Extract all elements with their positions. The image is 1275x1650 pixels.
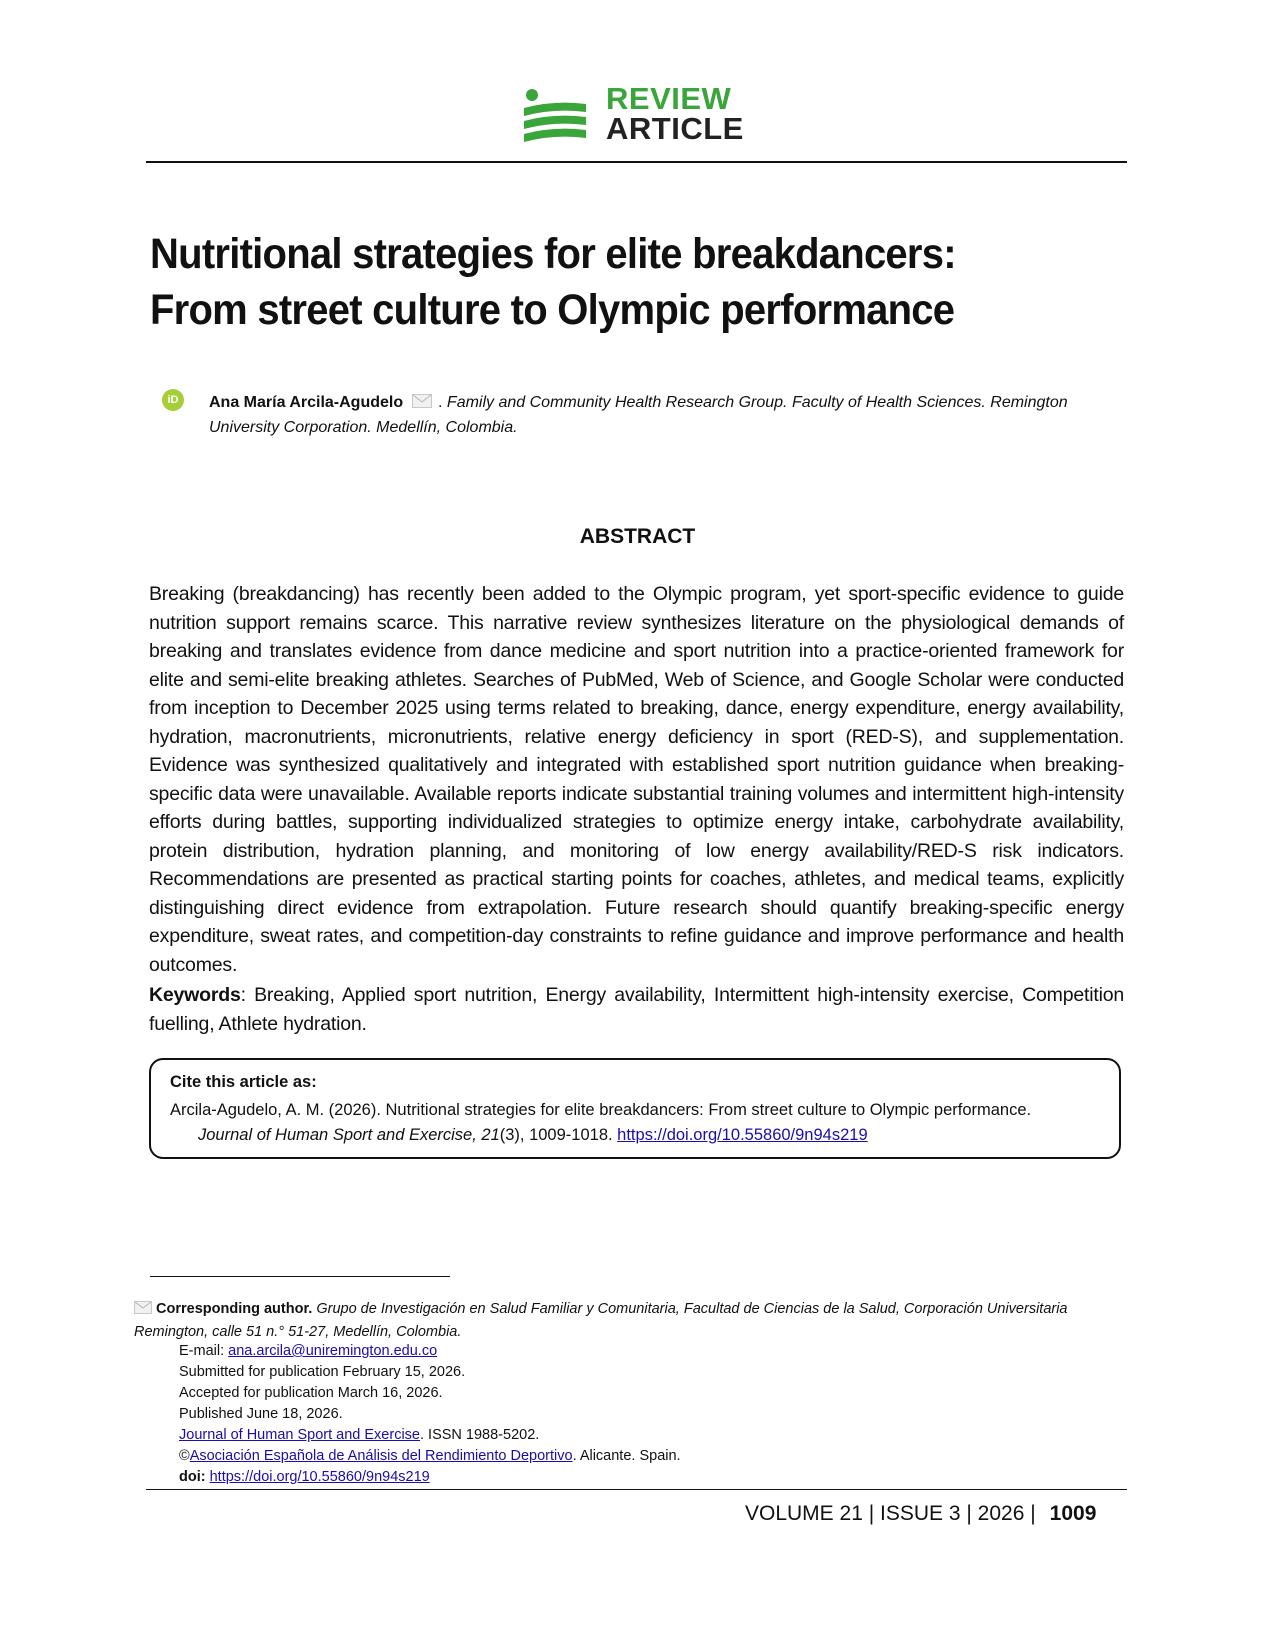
author-affiliation: Family and Community Health Research Group. Faculty of Health Sciences. Remington University Corporation. Medellín, Colombia. [209,394,1068,436]
review-article-badge [524,81,754,148]
cite-heading: Cite this article as: [170,1073,317,1091]
association-location: . Alicante. Spain. [572,1448,681,1464]
citation-line-2 [170,1123,1110,1148]
abstract-text: Breaking (breakdancing) has recently been added to the Olympic program, yet sport-specific evidence to guide nutrition support remains scarce. This narrative review synthesizes literature on the physiological demands of breaking and translates evidence from dance medicine and sport nutrition into a practice-oriented framework for elite and semi-elite breaking athletes. Searches of PubMed, Web of Science, and Google Scholar were conducted from inception to December 2025 using terms related to breaking, dance, energy expenditure, energy availability, hydration, macronutrients, micronutrients, relative energy deficiency in sport (RED-S), and supplementation. Evidence was synthesized qualitatively and integrated with established sport nutrition guidance when breaking-specific data were unavailable. Available reports indicate substantial training volumes and intermittent high-intensity efforts during battles, supporting individualized strategies to optimize energy intake, carbohydrate availability, protein distribution, hydration planning, and monitoring of low energy availability/RED-S risk indicators. Recommendations are presented as practical starting points for coaches, athletes, and medical teams, explicitly distinguishing direct evidence from extrapolation. Future research should quantify breaking-specific energy expenditure, sweat rates, and competition-day constraints to refine guidance and improve performance and health outcomes. [149,583,1124,976]
footnote-divider [150,1276,450,1277]
badge-label [606,81,744,146]
keywords-list: : Breaking, Applied sport nutrition, Energy availability, Intermittent high-intensity exercise, Competition fuelling, Athlete hydration. [149,984,1124,1035]
volume-issue-year: VOLUME 21 | ISSUE 3 | 2026 | [745,1502,1036,1525]
copyright-line [179,1446,681,1467]
corresponding-author-label: Corresponding author. [156,1301,313,1317]
article-title: Nutritional strategies for elite breakdancers: From street culture to Olympic performance [150,230,956,334]
author-separator: . [438,394,443,411]
badge-line-article: ARTICLE [606,111,744,146]
header-divider [146,161,1127,163]
keywords-label: Keywords [149,984,241,1006]
doi-link[interactable]: https://doi.org/10.55860/9n94s219 [209,1469,430,1485]
journal-link[interactable]: Journal of Human Sport and Exercise [179,1427,420,1443]
review-stripes-icon [524,88,586,144]
issn: . ISSN 1988-5202. [420,1427,540,1443]
abstract-heading: ABSTRACT [579,525,696,548]
corresponding-author-address: Grupo de Investigación en Salud Familiar y Comunitaria, Facultad de Ciencias de la Salud, Corporación Universitaria Remington, calle 51 n.° 51-27, Medellín, Colombia. [134,1301,1068,1340]
author-block [209,390,1124,440]
journal-issn-line [179,1425,539,1446]
accepted-date: Accepted for publication March 16, 2026. [179,1385,443,1401]
envelope-icon[interactable] [134,1301,152,1314]
submitted-date: Submitted for publication February 15, 2026. [179,1364,466,1380]
envelope-icon[interactable] [412,394,432,408]
published-date: Published June 18, 2026. [179,1406,343,1422]
email-line [179,1341,437,1362]
doi-label: doi: [179,1469,206,1485]
page-number: 1009 [1049,1502,1097,1525]
citation-journal: Journal of Human Sport and Exercise, 21 [198,1126,500,1144]
copyright-symbol: © [179,1448,190,1464]
keywords [149,981,1124,1038]
author-name: Ana María Arcila-Agudelo [209,394,404,411]
citation-issue: (3), 1009-1018. [499,1126,618,1144]
corresponding-author [134,1298,1124,1344]
page-footer [745,1502,1096,1526]
citation-doi-link[interactable]: https://doi.org/10.55860/9n94s219 [617,1126,868,1144]
association-link[interactable]: Asociación Española de Análisis del Rendimiento Deportivo [189,1448,573,1464]
doi-line [179,1467,430,1488]
citation [170,1098,1110,1148]
footer-divider [146,1489,1127,1490]
citation-line-1: Arcila-Agudelo, A. M. (2026). Nutritional strategies for elite breakdancers: From street culture to Olympic performance. [170,1101,1032,1119]
email-link[interactable]: ana.arcila@uniremington.edu.co [228,1343,438,1359]
badge-line-review: REVIEW [606,81,732,116]
orcid-icon[interactable]: iD [162,389,184,411]
email-label: E-mail: [179,1343,229,1359]
